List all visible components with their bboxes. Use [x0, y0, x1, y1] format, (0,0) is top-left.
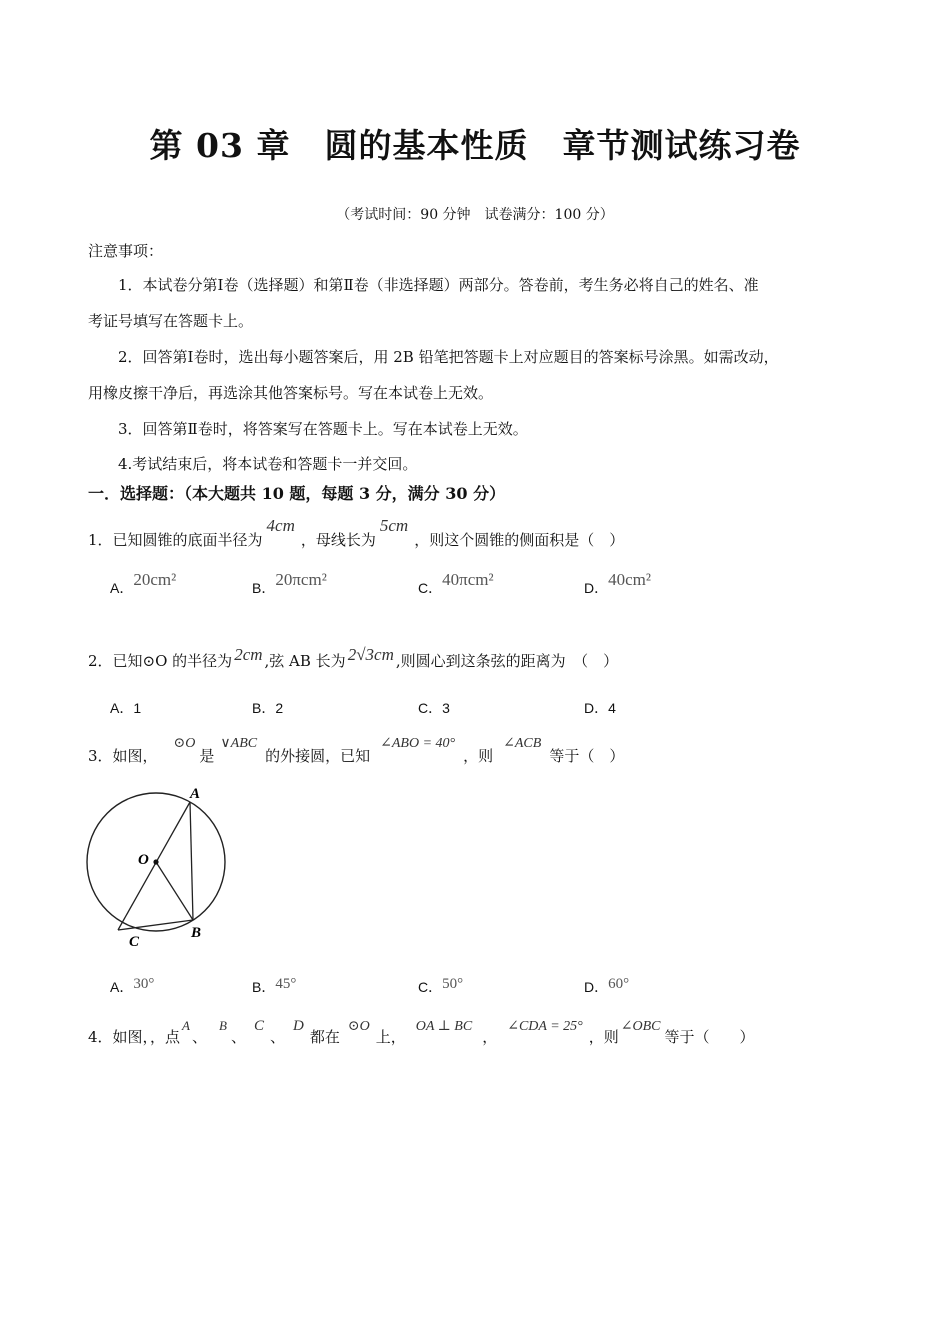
q3-triangle: ∨ABC	[220, 736, 258, 751]
question-2	[88, 645, 619, 671]
option-value: 60°	[608, 976, 630, 992]
q4-text: ，	[482, 1028, 498, 1046]
option-letter: B．	[252, 979, 276, 995]
q1-text: 1．已知圆锥的底面半径为	[88, 531, 263, 549]
q3-text: 等于（ ）	[549, 747, 625, 765]
segment-ac	[118, 802, 190, 930]
option-d[interactable]	[584, 570, 651, 598]
q3-angle-abo: ∠ABO = 40°	[380, 736, 456, 751]
option-letter: D．	[584, 580, 609, 596]
q4-angle-cda: ∠CDA = 25°	[507, 1019, 583, 1034]
q2-text: ,则圆心到这条弦的距离为 （ ）	[395, 652, 619, 670]
page-title: 第 03 章 圆的基本性质 章节测试练习卷	[149, 126, 801, 165]
option-letter: C．	[418, 700, 443, 716]
label-o: O	[138, 852, 149, 868]
q4-point-a: A	[182, 1018, 190, 1033]
circle-figure	[80, 780, 240, 950]
q4-perpendicular: OA ⊥ BC	[415, 1019, 473, 1034]
option-letter: D．	[584, 700, 609, 716]
q4-text: 上，	[375, 1028, 406, 1046]
q2-text: 2．已知⊙O 的半径为	[88, 652, 233, 670]
q4-text: 都在	[309, 1028, 340, 1046]
q4-text: 4．如图，，点	[88, 1028, 181, 1046]
option-letter: B．	[252, 580, 276, 596]
q4-point-d: D	[293, 1018, 304, 1034]
label-a: A	[190, 786, 201, 802]
label-c: C	[129, 934, 140, 950]
q1-radius: 4cm	[266, 516, 295, 535]
option-letter: C．	[418, 580, 443, 596]
notice-item: 4.考试结束后，将本试卷和答题卡一并交回。	[118, 455, 418, 473]
option-c[interactable]	[418, 698, 450, 718]
notice-item: 用橡皮擦干净后，再选涂其他答案标号。写在本试卷上无效。	[88, 384, 494, 402]
option-value: 45°	[275, 976, 297, 992]
option-value: 20cm²	[133, 570, 177, 589]
q1-slant: 5cm	[379, 516, 409, 535]
question-4	[88, 1018, 755, 1047]
label-b: B	[191, 925, 202, 941]
q4-text: 、	[270, 1028, 286, 1046]
option-b[interactable]	[252, 698, 283, 718]
q4-angle-obc: ∠OBC	[620, 1019, 661, 1034]
q3-circle: ⊙O	[173, 736, 196, 751]
option-letter: A．	[110, 580, 134, 596]
option-c[interactable]	[418, 570, 494, 598]
exam-info: （考试时间：90 分钟 试卷满分：100 分）	[336, 207, 614, 223]
option-d[interactable]	[584, 977, 629, 997]
option-value: 20πcm²	[275, 570, 327, 589]
option-a[interactable]	[110, 977, 154, 997]
q4-text: ，则	[588, 1028, 619, 1046]
section-heading: 一．选择题：（本大题共 10 题，每题 3 分，满分 30 分）	[88, 484, 506, 503]
option-a[interactable]	[110, 698, 141, 718]
option-value: 30°	[133, 976, 155, 992]
q4-point-c: C	[253, 1018, 264, 1034]
q3-text: 的外接圆，已知	[265, 747, 371, 765]
q2-chord: 2√3cm	[347, 645, 394, 664]
q2-text: ,弦 AB 长为	[264, 652, 346, 670]
q3-angle-acb: ∠ACB	[503, 736, 542, 751]
question-3	[88, 736, 625, 766]
option-value: 50°	[442, 976, 464, 992]
option-value: 40πcm²	[442, 570, 494, 589]
question-1	[88, 516, 625, 550]
option-letter: B．	[252, 700, 276, 716]
q3-text: 3．如图，	[88, 747, 158, 765]
notice-heading: 注意事项：	[88, 242, 164, 260]
notice-item: 2．回答第Ⅰ卷时，选出每小题答案后，用 2B 铅笔把答题卡上对应题目的答案标号涂黑。如需改动，	[118, 348, 779, 366]
q3-text: ，则	[463, 747, 494, 765]
q4-text: 、	[192, 1028, 208, 1046]
option-b[interactable]	[252, 977, 296, 997]
notice-item: 1．本试卷分第Ⅰ卷（选择题）和第Ⅱ卷（非选择题）两部分。答卷前，考生务必将自己的姓名、准	[118, 276, 759, 294]
option-letter: A．	[110, 979, 134, 995]
option-letter: A．	[110, 700, 134, 716]
q3-text: 是	[199, 747, 215, 765]
option-value: 4	[608, 700, 616, 716]
option-value: 1	[133, 700, 142, 716]
notice-item: 3．回答第Ⅱ卷时，将答案写在答题卡上。写在本试卷上无效。	[118, 420, 528, 438]
segment-ob	[156, 862, 193, 920]
option-value: 3	[442, 700, 450, 716]
q4-text: 等于（ ）	[664, 1028, 755, 1046]
option-letter: D．	[584, 979, 609, 995]
option-value: 40cm²	[608, 570, 651, 589]
q2-radius: 2cm	[234, 645, 263, 664]
q1-text: ，则这个圆锥的侧面积是（ ）	[414, 531, 625, 549]
option-value: 2	[275, 700, 284, 716]
option-b[interactable]	[252, 570, 327, 598]
option-a[interactable]	[110, 570, 177, 598]
q4-circle: ⊙O	[347, 1019, 370, 1034]
center-point	[153, 859, 158, 864]
option-letter: C．	[418, 979, 443, 995]
q4-text: 、	[230, 1028, 246, 1046]
q4-point-b: B	[219, 1018, 227, 1033]
notice-item: 考证号填写在答题卡上。	[88, 312, 254, 330]
segment-ab	[190, 802, 193, 920]
option-d[interactable]	[584, 698, 616, 718]
option-c[interactable]	[418, 977, 463, 997]
q1-text: ，母线长为	[300, 531, 376, 549]
